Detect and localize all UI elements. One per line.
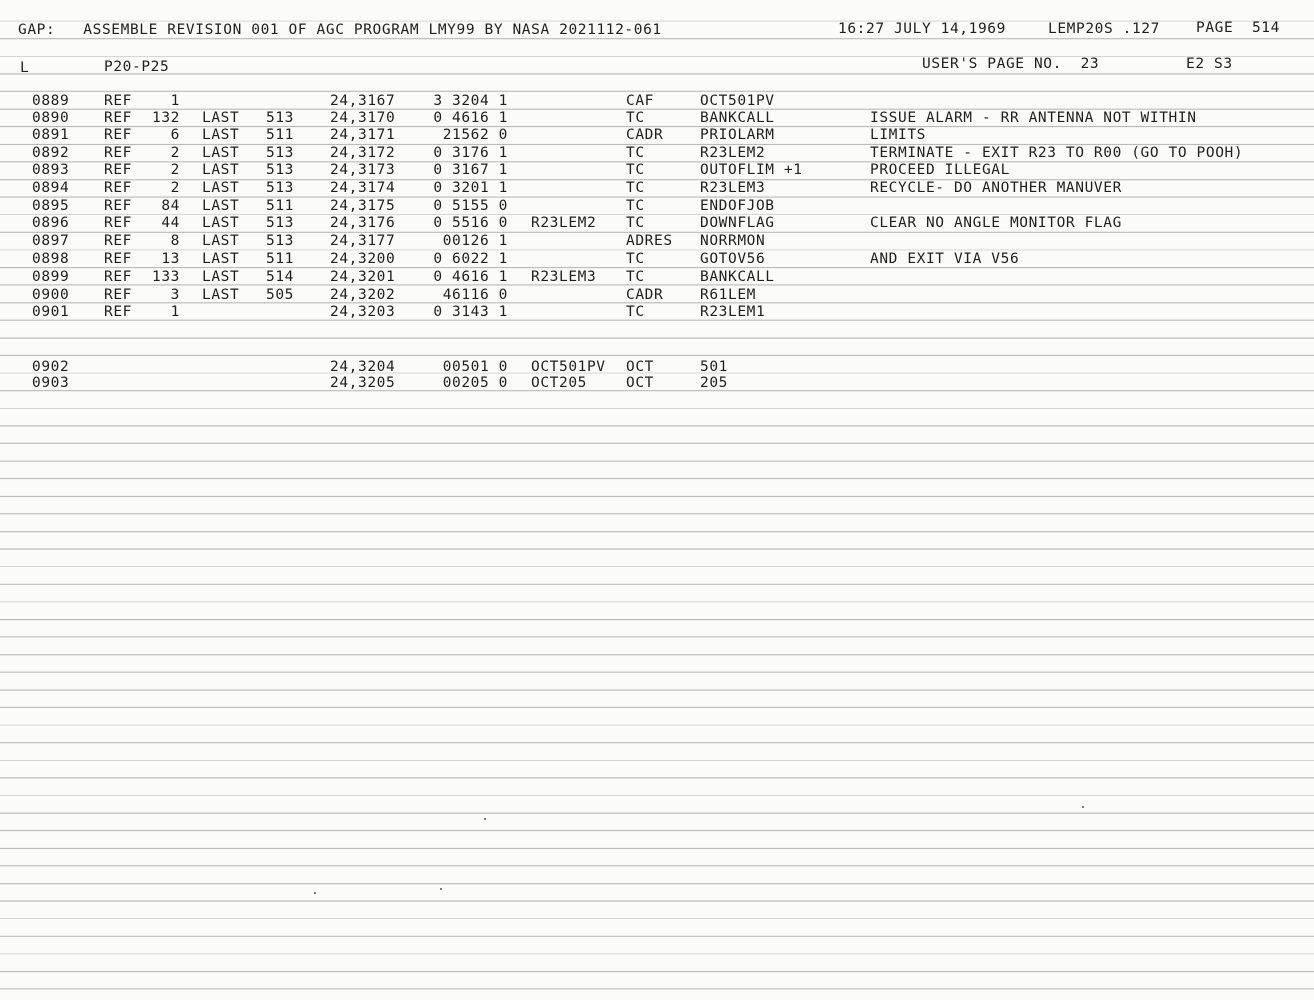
- line-number: 0896: [32, 215, 70, 231]
- symbol-label: R23LEM3: [531, 269, 597, 285]
- ref-count: 1: [170, 304, 180, 320]
- last-page: 513: [266, 180, 294, 196]
- last-page: 511: [266, 127, 294, 143]
- last-keyword: LAST: [202, 180, 240, 196]
- symbol-label: OCT205: [531, 375, 587, 391]
- comment: CLEAR NO ANGLE MONITOR FLAG: [870, 215, 1122, 231]
- octal-code: 0 6022 1: [433, 251, 508, 267]
- opcode: OCT: [626, 375, 654, 391]
- opcode: CADR: [626, 127, 664, 143]
- line-number: 0901: [32, 304, 70, 320]
- ref-count: 3: [170, 287, 180, 303]
- ref-count: 6: [170, 127, 180, 143]
- opcode: CADR: [626, 287, 664, 303]
- opcode: TC: [626, 162, 645, 178]
- ref-keyword: REF: [104, 215, 132, 231]
- last-page: 511: [266, 251, 294, 267]
- address: 24,3176: [330, 215, 396, 231]
- operand: OUTOFLIM +1: [700, 162, 803, 178]
- line-number: 0892: [32, 145, 70, 161]
- last-keyword: LAST: [202, 162, 240, 178]
- users-page-number: USER'S PAGE NO. 23: [922, 56, 1100, 72]
- comment: RECYCLE- DO ANOTHER MANUVER: [870, 180, 1122, 196]
- ref-keyword: REF: [104, 110, 132, 126]
- opcode: TC: [626, 198, 645, 214]
- operand: R23LEM2: [700, 145, 766, 161]
- last-keyword: LAST: [202, 269, 240, 285]
- line-number: 0900: [32, 287, 70, 303]
- opcode: OCT: [626, 359, 654, 375]
- last-page: 513: [266, 145, 294, 161]
- last-page: 505: [266, 287, 294, 303]
- opcode: TC: [626, 251, 645, 267]
- line-number: 0894: [32, 180, 70, 196]
- paper-speck: [484, 818, 486, 820]
- line-number: 0897: [32, 233, 70, 249]
- comment: AND EXIT VIA V56: [870, 251, 1020, 267]
- octal-code: 46116 0: [442, 287, 508, 303]
- last-keyword: LAST: [202, 251, 240, 267]
- ref-keyword: REF: [104, 233, 132, 249]
- ref-count: 1: [170, 93, 180, 109]
- last-keyword: LAST: [202, 110, 240, 126]
- address: 24,3171: [330, 127, 396, 143]
- operand: R61LEM: [700, 287, 756, 303]
- ref-keyword: REF: [104, 287, 132, 303]
- page-number: PAGE 514: [1196, 20, 1280, 36]
- opcode: CAF: [626, 93, 654, 109]
- ref-count: 2: [170, 180, 180, 196]
- line-number: 0889: [32, 93, 70, 109]
- opcode: TC: [626, 269, 645, 285]
- last-keyword: LAST: [202, 233, 240, 249]
- last-keyword: LAST: [202, 127, 240, 143]
- opcode: TC: [626, 180, 645, 196]
- octal-code: 0 3176 1: [433, 145, 508, 161]
- opcode: TC: [626, 145, 645, 161]
- operand: OCT501PV: [700, 93, 775, 109]
- last-keyword: LAST: [202, 198, 240, 214]
- log-section-letter: L: [20, 60, 30, 76]
- opcode: TC: [626, 304, 645, 320]
- datetime: 16:27 JULY 14,1969: [838, 21, 1006, 37]
- gap-title: GAP: ASSEMBLE REVISION 001 OF AGC PROGRAM LMY99 BY NASA 2021112-061: [18, 22, 662, 38]
- ref-count: 2: [170, 162, 180, 178]
- paper-speck: [1082, 806, 1084, 808]
- last-page: 513: [266, 215, 294, 231]
- comment: PROCEED ILLEGAL: [870, 162, 1010, 178]
- last-page: 513: [266, 162, 294, 178]
- operand: BANKCALL: [700, 269, 775, 285]
- address: 24,3204: [330, 359, 396, 375]
- operand: R23LEM1: [700, 304, 766, 320]
- operand: ENDOFJOB: [700, 198, 775, 214]
- ref-keyword: REF: [104, 198, 132, 214]
- last-page: 514: [266, 269, 294, 285]
- line-number: 0891: [32, 127, 70, 143]
- line-number: 0890: [32, 110, 70, 126]
- comment: ISSUE ALARM - RR ANTENNA NOT WITHIN: [870, 110, 1197, 126]
- ref-keyword: REF: [104, 162, 132, 178]
- comment: LIMITS: [870, 127, 926, 143]
- e2s3-label: E2 S3: [1186, 56, 1233, 72]
- last-keyword: LAST: [202, 287, 240, 303]
- last-keyword: LAST: [202, 215, 240, 231]
- octal-code: 00205 0: [442, 375, 508, 391]
- address: 24,3167: [330, 93, 396, 109]
- octal-code: 00126 1: [442, 233, 508, 249]
- line-number: 0902: [32, 359, 70, 375]
- octal-code: 0 3201 1: [433, 180, 508, 196]
- ref-count: 8: [170, 233, 180, 249]
- octal-code: 00501 0: [442, 359, 508, 375]
- opcode: ADRES: [626, 233, 673, 249]
- operand: BANKCALL: [700, 110, 775, 126]
- last-page: 511: [266, 198, 294, 214]
- octal-code: 0 3143 1: [433, 304, 508, 320]
- ref-count: 13: [161, 251, 180, 267]
- address: 24,3177: [330, 233, 396, 249]
- octal-code: 0 4616 1: [433, 269, 508, 285]
- ref-count: 2: [170, 145, 180, 161]
- symbol-label: OCT501PV: [531, 359, 606, 375]
- line-number: 0893: [32, 162, 70, 178]
- ref-count: 132: [152, 110, 180, 126]
- operand: R23LEM3: [700, 180, 766, 196]
- last-keyword: LAST: [202, 145, 240, 161]
- octal-code: 0 5516 0: [433, 215, 508, 231]
- ref-keyword: REF: [104, 93, 132, 109]
- last-page: 513: [266, 233, 294, 249]
- address: 24,3201: [330, 269, 396, 285]
- address: 24,3172: [330, 145, 396, 161]
- ref-keyword: REF: [104, 145, 132, 161]
- ref-count: 133: [152, 269, 180, 285]
- octal-code: 3 3204 1: [433, 93, 508, 109]
- address: 24,3202: [330, 287, 396, 303]
- ref-keyword: REF: [104, 251, 132, 267]
- ref-keyword: REF: [104, 304, 132, 320]
- octal-code: 21562 0: [442, 127, 508, 143]
- octal-code: 0 4616 1: [433, 110, 508, 126]
- address: 24,3174: [330, 180, 396, 196]
- comment: TERMINATE - EXIT R23 TO R00 (GO TO POOH): [870, 145, 1244, 161]
- line-number: 0895: [32, 198, 70, 214]
- operand: PRIOLARM: [700, 127, 775, 143]
- paper-speck: [314, 892, 316, 894]
- operand: NORRMON: [700, 233, 766, 249]
- address: 24,3205: [330, 375, 396, 391]
- operand: 205: [700, 375, 728, 391]
- line-number: 0903: [32, 375, 70, 391]
- last-page: 513: [266, 110, 294, 126]
- address: 24,3203: [330, 304, 396, 320]
- paper-speck: [440, 888, 442, 890]
- operand: DOWNFLAG: [700, 215, 775, 231]
- octal-code: 0 5155 0: [433, 198, 508, 214]
- opcode: TC: [626, 110, 645, 126]
- ref-keyword: REF: [104, 269, 132, 285]
- ref-keyword: REF: [104, 127, 132, 143]
- address: 24,3173: [330, 162, 396, 178]
- operand: GOTOV56: [700, 251, 766, 267]
- address: 24,3170: [330, 110, 396, 126]
- ref-keyword: REF: [104, 180, 132, 196]
- octal-code: 0 3167 1: [433, 162, 508, 178]
- operand: 501: [700, 359, 728, 375]
- ref-count: 44: [161, 215, 180, 231]
- log-section: P20-P25: [104, 59, 170, 75]
- job-id: LEMP20S .127: [1048, 21, 1160, 37]
- ref-count: 84: [161, 198, 180, 214]
- opcode: TC: [626, 215, 645, 231]
- line-number: 0899: [32, 269, 70, 285]
- address: 24,3200: [330, 251, 396, 267]
- symbol-label: R23LEM2: [531, 215, 597, 231]
- line-number: 0898: [32, 251, 70, 267]
- address: 24,3175: [330, 198, 396, 214]
